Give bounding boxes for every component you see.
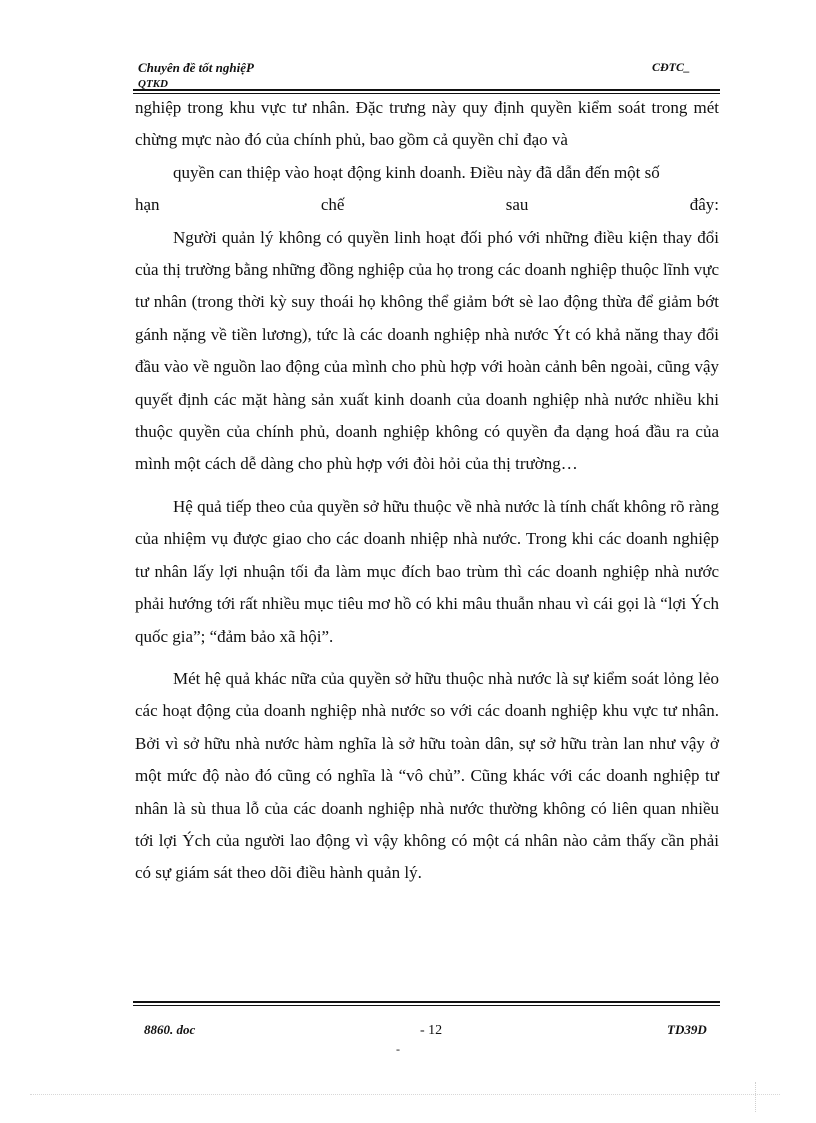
header-document-title [138,60,254,92]
header-code: CĐTC_ [652,60,691,74]
page-boundary-mark [755,1082,756,1112]
paragraph-continuation: nghiệp trong khu vực tư nhân. Đặc trưng này quy định quyền kiểm soát trong mét chừng mực nào đó của chính phủ, bao gồm cả quyền chỉ đạo và [135,98,719,150]
page-number: - 12 [420,1023,443,1038]
paragraph-unclear-mission: Hệ quả tiếp theo của quyền sở hữu thuộc về nhà nước là tính chất không rõ ràng của nhiệm vụ được giao cho các doanh nhiệp nhà nước. Trong khi các doanh nghiệp tư nhân lấy lợi nhuận tối đa làm mục đích bao trùm thì các doanh nghiệp nhà nước phải hướng tới rất nhiều mục tiêu mơ hồ có khi mâu thuẫn nhau vì cái gọi là “lợi Ých quốc gia”; “đảm bảo xã hội”. [135,496,719,646]
header-title-line1: Chuyên đề tốt nghiệP [138,60,254,75]
header-title-line2: QTKD [138,78,168,90]
paragraph-loose-control: Mét hệ quả khác nữa của quyền sở hữu thuộc nhà nước là sự kiểm soát lỏng lẻo các hoạt động của doanh nghiệp nhà nước so với các doanh nghiệp khu vực tư nhân. Bởi vì sở hữu nhà nước hàm nghĩa là sở hữu toàn dân, sự sở hữu tràn lan như vậy ở một mức độ nào đó cũng có nghĩa là “vô chủ”. Cũng khác với các doanh nghiệp tư nhân là sù thua lỗ của các doanh nghiệp nhà nước thường không có liên quan nhiều tới lợi Ých của người lao động vì vậy không có một cá nhân nào cảm thấy cần phải có sự giám sát theo dõi điều hành quản lý. [135,668,719,883]
footer-code: TD39D [667,1022,707,1037]
footer-filename: 8860. doc [144,1022,196,1037]
paragraph-limitations-intro: quyền can thiệp vào hoạt động kinh doanh. Điều này đã dẫn đến một số [173,162,660,182]
page-boundary-line [30,1094,780,1095]
paragraph-limitations-intro-end: hạn chế sau đây: [135,195,719,215]
document-body [135,92,719,890]
footer-dash: - [396,1042,400,1056]
paragraph-manager-flexibility: Người quản lý không có quyền linh hoạt đối phó với những điều kiện thay đổi của thị trường bằng những đồng nghiệp của họ trong các doanh nghiệp thuộc lĩnh vực tư nhân (trong thời kỳ suy thoái họ không thể giảm bớt sè lao động thừa để giảm bớt gánh nặng về tiền lương), tức là các doanh nghiệp nhà nước Ýt có khả năng thay đổi đầu vào về nguồn lao động của mình cho phù hợp với hoàn cảnh bên ngoài, cũng vậy quyết định các mặt hàng sản xuất kinh doanh của doanh nghiệp nhà nước nhiều khi thuộc quyền của chính phủ, doanh nghiệp không có quyền đa dạng hoá đầu ra của mình một cách dễ dàng cho phù hợp với đòi hỏi của thị trường… [135,227,719,474]
footer-rule [133,1001,720,1006]
